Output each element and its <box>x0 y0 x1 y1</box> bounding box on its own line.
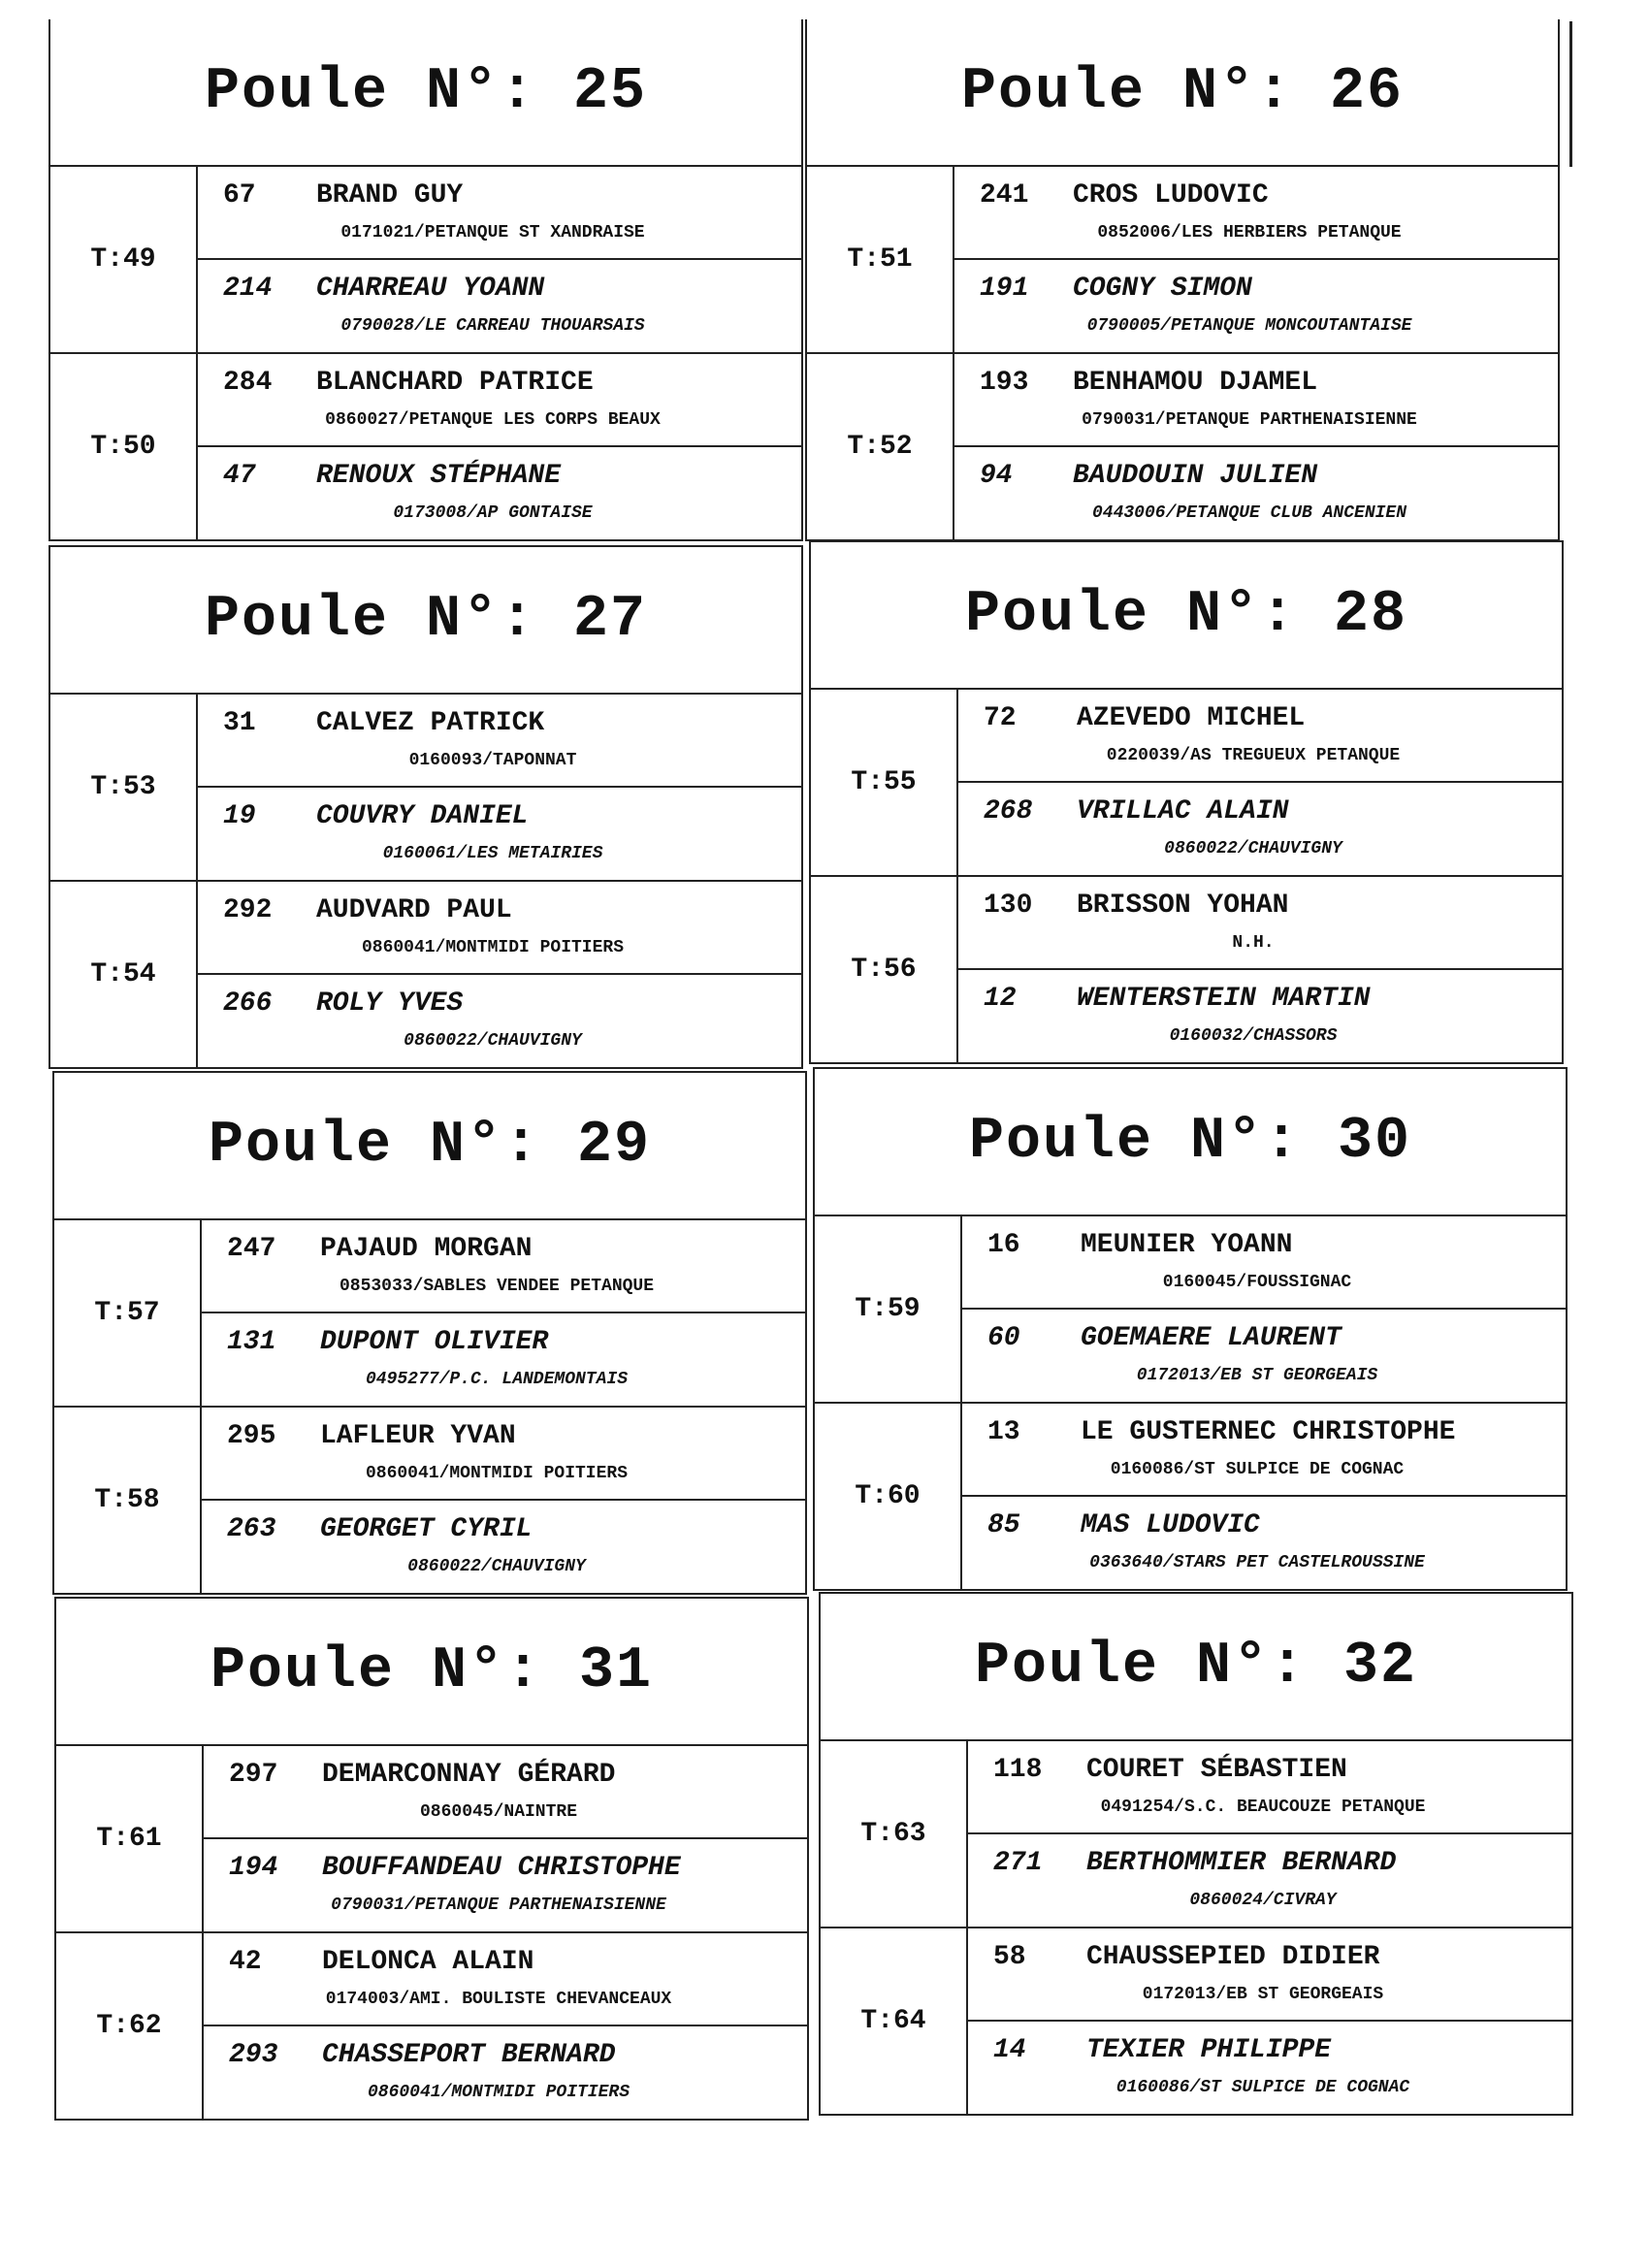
player-name: PAJAUD MORGAN <box>320 1233 533 1264</box>
player-line <box>229 1933 807 1990</box>
match-row <box>807 167 1558 354</box>
player-name: GOEMAERE LAURENT <box>1081 1322 1342 1353</box>
table-label: T:56 <box>811 877 958 1062</box>
player-line <box>229 1746 807 1802</box>
player-name: VRILLAC ALAIN <box>1077 795 1289 826</box>
player-name: BAUDOUIN JULIEN <box>1073 460 1318 491</box>
player-number: 60 <box>987 1322 1020 1353</box>
player-name: WENTERSTEIN MARTIN <box>1077 983 1371 1014</box>
player-line <box>984 690 1562 746</box>
player-line <box>984 783 1562 839</box>
player-name: CHASSEPORT BERNARD <box>322 2039 616 2070</box>
player-entry <box>204 1746 807 1837</box>
match-players <box>198 354 801 539</box>
match-players <box>202 1408 805 1593</box>
player-name: AUDVARD PAUL <box>316 894 512 925</box>
player-line <box>223 975 801 1031</box>
match-players <box>954 167 1558 352</box>
player-number: 284 <box>223 367 273 398</box>
pool-title: Poule N°: 28 <box>811 542 1562 690</box>
player-number: 31 <box>223 707 256 738</box>
player-club: 0495277/P.C. LANDEMONTAIS <box>365 1370 629 1389</box>
player-number: 214 <box>223 273 273 304</box>
player-club: 0860024/CIVRAY <box>1189 1891 1337 1910</box>
player-entry <box>968 2020 1571 2112</box>
player-entry <box>202 1408 805 1499</box>
table-label: T:61 <box>56 1746 204 1931</box>
player-name: AZEVEDO MICHEL <box>1077 702 1306 733</box>
player-entry <box>958 877 1562 968</box>
table-label: T:63 <box>821 1741 968 1927</box>
player-entry <box>954 445 1558 537</box>
match-players <box>198 167 801 352</box>
player-line <box>993 1741 1571 1798</box>
player-club: 0790031/PETANQUE PARTHENAISIENNE <box>331 1895 666 1915</box>
right-border-top <box>1569 21 1572 167</box>
player-name: DUPONT OLIVIER <box>320 1326 549 1357</box>
match-players <box>958 690 1562 875</box>
player-line <box>229 1839 807 1895</box>
table-label: T:54 <box>50 882 198 1067</box>
player-number: 130 <box>984 890 1033 921</box>
player-number: 13 <box>987 1416 1020 1447</box>
player-name: BRAND GUY <box>316 179 464 211</box>
player-number: 42 <box>229 1946 262 1977</box>
pool-card-31 <box>54 1597 809 2121</box>
pool-title: Poule N°: 29 <box>54 1073 805 1220</box>
player-name: LAFLEUR YVAN <box>320 1420 516 1451</box>
player-name: MAS LUDOVIC <box>1081 1509 1260 1540</box>
player-line <box>227 1220 805 1277</box>
player-name: RENOUX STÉPHANE <box>316 460 562 491</box>
player-entry <box>198 786 801 878</box>
match-row <box>811 690 1562 877</box>
player-club: 0160086/ST SULPICE DE COGNAC <box>1110 1460 1405 1479</box>
player-club: 0160093/TAPONNAT <box>408 751 577 770</box>
player-entry <box>958 968 1562 1060</box>
player-entry <box>204 1933 807 2025</box>
player-number: 58 <box>993 1941 1026 1972</box>
player-entry <box>954 354 1558 445</box>
player-number: 19 <box>223 800 256 831</box>
player-name: BLANCHARD PATRICE <box>316 367 594 398</box>
player-name: BRISSON YOHAN <box>1077 890 1289 921</box>
player-club: 0174003/AMI. BOULISTE CHEVANCEAUX <box>325 1990 672 2009</box>
player-line <box>980 260 1558 316</box>
player-line <box>987 1310 1566 1366</box>
player-name: COUVRY DANIEL <box>316 800 529 831</box>
player-club: 0220039/AS TREGUEUX PETANQUE <box>1106 746 1401 765</box>
match-row <box>56 1746 807 1933</box>
player-entry <box>198 354 801 445</box>
match-row <box>815 1404 1566 1589</box>
player-line <box>227 1501 805 1557</box>
table-label: T:60 <box>815 1404 962 1589</box>
match-players <box>198 695 801 880</box>
pool-title: Poule N°: 25 <box>50 19 801 167</box>
player-club: 0860022/CHAUVIGNY <box>407 1557 586 1576</box>
player-club: 0860027/PETANQUE LES CORPS BEAUX <box>325 410 661 430</box>
player-club: 0443006/PETANQUE CLUB ANCENIEN <box>1091 503 1407 523</box>
player-entry <box>958 690 1562 781</box>
table-label: T:50 <box>50 354 198 539</box>
player-entry <box>198 258 801 350</box>
match-row <box>50 354 801 539</box>
player-club: 0860022/CHAUVIGNY <box>1164 839 1342 859</box>
pool-title: Poule N°: 32 <box>821 1594 1571 1741</box>
player-number: 12 <box>984 983 1017 1014</box>
player-club: 0363640/STARS PET CASTELROUSSINE <box>1089 1553 1425 1572</box>
player-number: 14 <box>993 2034 1026 2065</box>
player-number: 293 <box>229 2039 278 2070</box>
player-entry <box>968 1928 1571 2020</box>
player-number: 263 <box>227 1513 276 1544</box>
player-entry <box>198 973 801 1065</box>
player-number: 295 <box>227 1420 276 1451</box>
player-number: 271 <box>993 1847 1043 1878</box>
player-club: 0860045/NAINTRE <box>419 1802 578 1822</box>
player-line <box>987 1497 1566 1553</box>
player-entry <box>962 1404 1566 1495</box>
player-club: 0790028/LE CARREAU THOUARSAIS <box>340 316 645 336</box>
player-number: 292 <box>223 894 273 925</box>
table-label: T:64 <box>821 1928 968 2114</box>
match-players <box>958 877 1562 1062</box>
pool-title: Poule N°: 26 <box>807 19 1558 167</box>
player-number: 131 <box>227 1326 276 1357</box>
pool-card-30 <box>813 1067 1568 1591</box>
match-players <box>968 1928 1571 2114</box>
table-label: T:53 <box>50 695 198 880</box>
match-row <box>815 1216 1566 1404</box>
match-players <box>204 1933 807 2119</box>
player-name: BOUFFANDEAU CHRISTOPHE <box>322 1852 681 1883</box>
player-entry <box>198 167 801 258</box>
table-label: T:51 <box>807 167 954 352</box>
match-players <box>198 882 801 1067</box>
table-label: T:49 <box>50 167 198 352</box>
player-club: 0790031/PETANQUE PARTHENAISIENNE <box>1082 410 1417 430</box>
player-club: 0160032/CHASSORS <box>1169 1026 1338 1046</box>
player-line <box>993 1834 1571 1891</box>
player-name: COGNY SIMON <box>1073 273 1252 304</box>
player-line <box>987 1216 1566 1273</box>
table-label: T:59 <box>815 1216 962 1402</box>
player-name: LE GUSTERNEC CHRISTOPHE <box>1081 1416 1456 1447</box>
player-entry <box>958 781 1562 873</box>
match-players <box>962 1216 1566 1402</box>
player-club: 0172013/EB ST GEORGEAIS <box>1136 1366 1378 1385</box>
match-row <box>807 354 1558 539</box>
player-entry <box>202 1220 805 1312</box>
player-entry <box>202 1312 805 1404</box>
player-club: 0172013/EB ST GEORGEAIS <box>1142 1985 1384 2004</box>
player-club: 0491254/S.C. BEAUCOUZE PETANQUE <box>1100 1798 1426 1817</box>
player-club: 0860041/MONTMIDI POITIERS <box>367 2083 630 2102</box>
player-entry <box>198 695 801 786</box>
pool-card-32 <box>819 1592 1573 2116</box>
pool-title: Poule N°: 27 <box>50 547 801 695</box>
player-line <box>223 882 801 938</box>
match-row <box>54 1408 805 1593</box>
player-entry <box>968 1832 1571 1925</box>
player-line <box>223 260 801 316</box>
player-entry <box>198 445 801 537</box>
pool-card-25 <box>48 19 803 541</box>
pool-title: Poule N°: 30 <box>815 1069 1566 1216</box>
player-line <box>227 1408 805 1464</box>
player-number: 193 <box>980 367 1029 398</box>
player-entry <box>204 1837 807 1929</box>
player-line <box>980 447 1558 503</box>
player-line <box>227 1313 805 1370</box>
player-entry <box>962 1495 1566 1587</box>
player-line <box>229 2026 807 2083</box>
player-line <box>993 2022 1571 2078</box>
player-club: 0171021/PETANQUE ST XANDRAISE <box>340 223 645 243</box>
player-entry <box>204 2025 807 2117</box>
player-line <box>980 167 1558 223</box>
player-club: 0160045/FOUSSIGNAC <box>1162 1273 1352 1292</box>
player-club: 0790005/PETANQUE MONCOUTANTAISE <box>1086 316 1412 336</box>
player-name: BERTHOMMIER BERNARD <box>1086 1847 1397 1878</box>
player-entry <box>962 1308 1566 1400</box>
player-line <box>223 447 801 503</box>
player-number: 67 <box>223 179 256 211</box>
player-name: GEORGET CYRIL <box>320 1513 533 1544</box>
match-row <box>50 882 801 1067</box>
match-players <box>962 1404 1566 1589</box>
player-line <box>980 354 1558 410</box>
player-entry <box>198 882 801 973</box>
player-number: 72 <box>984 702 1017 733</box>
match-players <box>968 1741 1571 1927</box>
player-club: 0860022/CHAUVIGNY <box>404 1031 582 1051</box>
pool-card-29 <box>52 1071 807 1595</box>
player-line <box>984 970 1562 1026</box>
player-line <box>987 1404 1566 1460</box>
player-number: 118 <box>993 1754 1043 1785</box>
player-line <box>223 167 801 223</box>
match-players <box>202 1220 805 1406</box>
player-number: 47 <box>223 460 256 491</box>
player-number: 241 <box>980 179 1029 211</box>
match-row <box>56 1933 807 2119</box>
player-number: 191 <box>980 273 1029 304</box>
player-club: 0160061/LES METAIRIES <box>382 844 603 863</box>
table-label: T:57 <box>54 1220 202 1406</box>
pool-title: Poule N°: 31 <box>56 1599 807 1746</box>
player-name: CROS LUDOVIC <box>1073 179 1269 211</box>
match-row <box>811 877 1562 1062</box>
player-line <box>984 877 1562 933</box>
player-club: 0860041/MONTMIDI POITIERS <box>365 1464 629 1483</box>
player-entry <box>202 1499 805 1591</box>
player-name: DEMARCONNAY GÉRARD <box>322 1759 616 1790</box>
table-label: T:62 <box>56 1933 204 2119</box>
match-row <box>54 1220 805 1408</box>
player-name: CHARREAU YOANN <box>316 273 545 304</box>
player-club: N.H. <box>1232 933 1275 953</box>
player-number: 16 <box>987 1229 1020 1260</box>
match-row <box>50 167 801 354</box>
pool-card-27 <box>48 545 803 1069</box>
player-number: 94 <box>980 460 1013 491</box>
player-name: CALVEZ PATRICK <box>316 707 545 738</box>
match-row <box>821 1741 1571 1928</box>
player-entry <box>968 1741 1571 1832</box>
player-club: 0173008/AP GONTAISE <box>393 503 593 523</box>
player-number: 194 <box>229 1852 278 1883</box>
player-number: 297 <box>229 1759 278 1790</box>
table-label: T:52 <box>807 354 954 539</box>
pool-card-26 <box>805 19 1560 541</box>
match-players <box>204 1746 807 1931</box>
table-label: T:58 <box>54 1408 202 1593</box>
player-number: 85 <box>987 1509 1020 1540</box>
player-number: 247 <box>227 1233 276 1264</box>
player-line <box>223 695 801 751</box>
player-name: MEUNIER YOANN <box>1081 1229 1293 1260</box>
player-entry <box>962 1216 1566 1308</box>
match-row <box>821 1928 1571 2114</box>
player-line <box>223 788 801 844</box>
player-club: 0853033/SABLES VENDEE PETANQUE <box>339 1277 655 1296</box>
match-row <box>50 695 801 882</box>
player-name: ROLY YVES <box>316 988 464 1019</box>
player-club: 0160086/ST SULPICE DE COGNAC <box>1116 2078 1410 2097</box>
player-line <box>223 354 801 410</box>
player-name: COURET SÉBASTIEN <box>1086 1754 1347 1785</box>
player-club: 0860041/MONTMIDI POITIERS <box>361 938 625 957</box>
player-name: TEXIER PHILIPPE <box>1086 2034 1332 2065</box>
player-number: 268 <box>984 795 1033 826</box>
player-number: 266 <box>223 988 273 1019</box>
player-name: CHAUSSEPIED DIDIER <box>1086 1941 1380 1972</box>
pool-card-28 <box>809 540 1564 1064</box>
player-entry <box>954 258 1558 350</box>
player-club: 0852006/LES HERBIERS PETANQUE <box>1097 223 1402 243</box>
player-line <box>993 1928 1571 1985</box>
player-name: BENHAMOU DJAMEL <box>1073 367 1318 398</box>
table-label: T:55 <box>811 690 958 875</box>
player-entry <box>954 167 1558 258</box>
player-name: DELONCA ALAIN <box>322 1946 534 1977</box>
match-players <box>954 354 1558 539</box>
